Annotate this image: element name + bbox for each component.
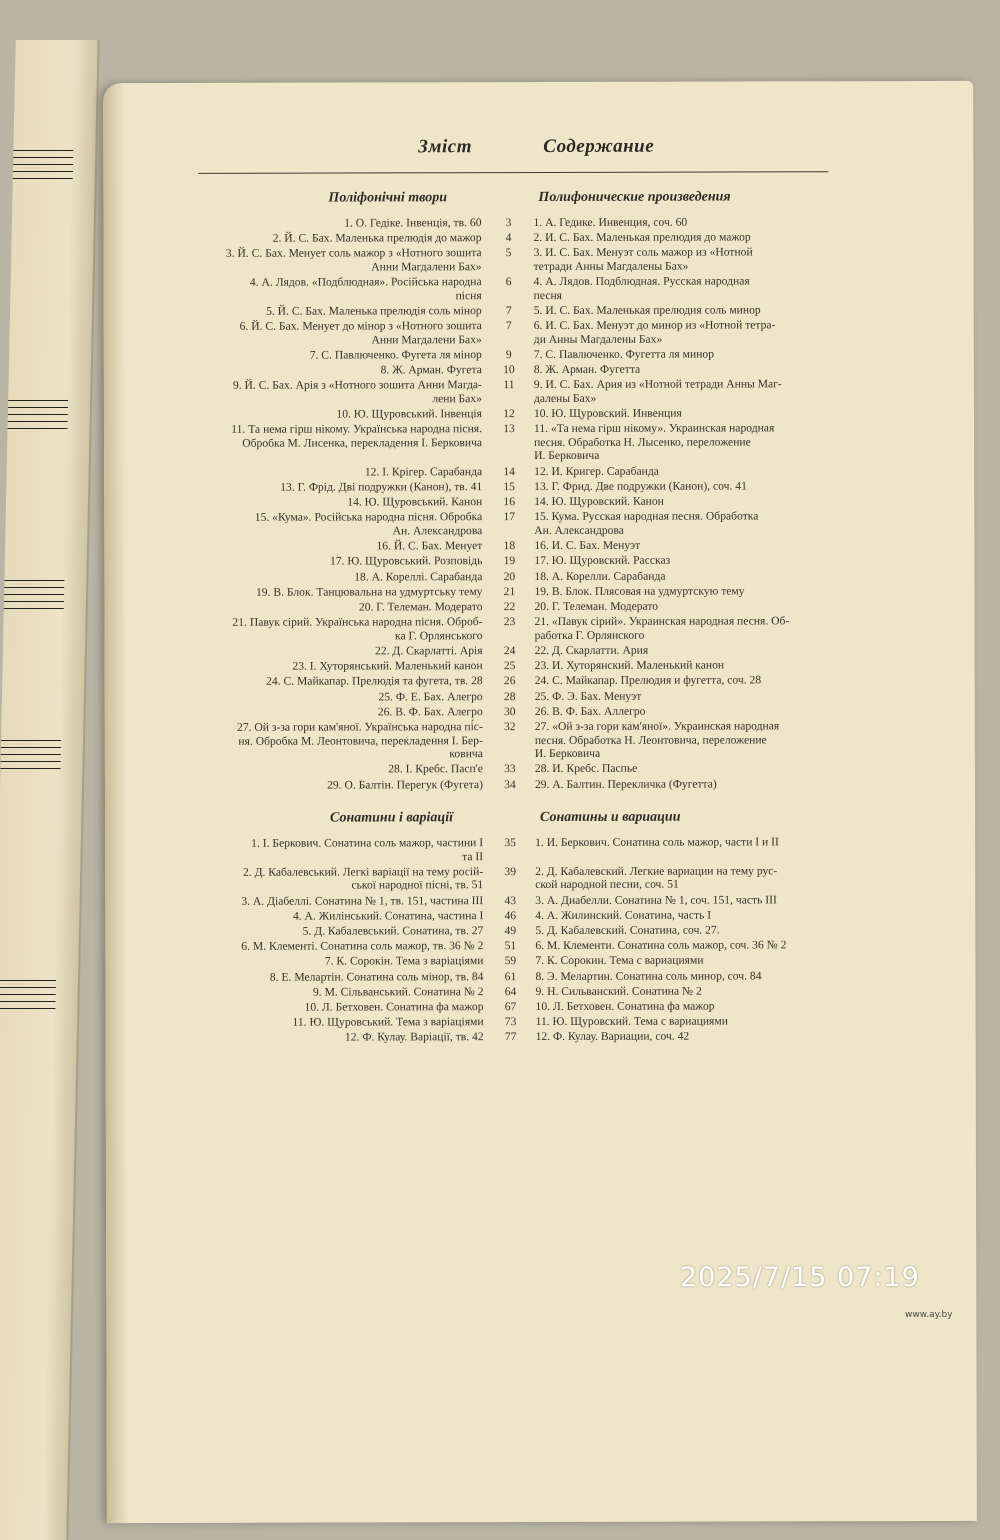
- section-title-russian: Полифонические произведения: [538, 189, 731, 206]
- entry-ukrainian-line: 14. Ю. Щуровський. Канон: [347, 495, 483, 509]
- entry-ukrainian-line: Анни Магдалени Бах»: [371, 332, 482, 347]
- entry-russian-line: 3. И. С. Бах. Менуэт соль мажор из «Нотной: [533, 245, 753, 260]
- toc-entry: [105, 968, 975, 984]
- entry-russian: [535, 777, 880, 791]
- entry-ukrainian-line: 2. Й. С. Бах. Маленька прелюдія до мажор: [272, 231, 482, 245]
- page-number: 35: [504, 836, 516, 850]
- toc-entry: [105, 984, 975, 999]
- entry-ukrainian-line: 7. С. Павлюченко. Фугета ля мінор: [309, 348, 482, 362]
- section-title-russian: Сонатины и вариации: [540, 809, 681, 825]
- toc-entry: [105, 643, 975, 658]
- entry-ukrainian: [123, 690, 483, 704]
- page-number: 77: [504, 1030, 517, 1044]
- entry-ukrainian: [123, 894, 483, 908]
- entry-ukrainian-line: ської народної пісні, тв. 51: [351, 878, 484, 892]
- entry-russian-line: 27. «Ой з-за гори кам'яної». Украинская народная: [534, 719, 780, 734]
- page-number: 17: [503, 510, 516, 524]
- entry-ukrainian: [123, 659, 483, 673]
- toc-entry: [105, 953, 975, 968]
- toc-entry: [104, 421, 974, 463]
- toc-entry: [104, 568, 974, 584]
- entry-russian-line: песня. Обработка Н. Лысенко, переложение: [534, 435, 751, 449]
- page-number: 34: [504, 777, 516, 791]
- page-number: 7: [505, 319, 512, 333]
- entry-ukrainian: [122, 480, 482, 494]
- toc-entry: [104, 274, 974, 302]
- entry-russian-line: 7. К. Сорокин. Тема с вариациями: [535, 953, 704, 968]
- entry-ukrainian: [122, 275, 482, 303]
- entry-russian: [534, 347, 879, 361]
- entry-russian: [534, 246, 879, 274]
- entry-ukrainian: [123, 924, 483, 938]
- entry-ukrainian-line: 15. «Кума». Російська народна пісня. Обробка: [254, 510, 483, 525]
- entry-ukrainian-line: 4. А. Лядов. «Подблюдная». Російська народна: [249, 275, 482, 289]
- page-number: 4: [505, 231, 512, 245]
- page-number: 73: [504, 1015, 517, 1029]
- entry-ukrainian: [121, 216, 481, 230]
- page-number: 46: [504, 908, 517, 922]
- entry-ukrainian-line: 3. А. Діабеллі. Сонатина № 1, тв. 151, частина ІІІ: [241, 893, 484, 908]
- entry-russian: [535, 864, 880, 892]
- entry-russian: [535, 984, 880, 998]
- entry-russian: [534, 318, 879, 346]
- title-russian: Содержание: [543, 135, 655, 157]
- entry-russian: [534, 406, 879, 420]
- toc-entry: [105, 776, 975, 792]
- adjacent-page: [0, 40, 100, 1540]
- entry-russian: [535, 704, 880, 718]
- page-number: 19: [503, 554, 516, 568]
- entry-russian-line: 21. «Павук сірий». Украинская народная песня. Об-: [534, 614, 790, 629]
- entry-russian-line: 4. А. Жилинский. Сонатина, часть I: [535, 908, 712, 922]
- entry-ukrainian-line: 11. Та нема гірш нікому. Українська народна пісня.: [231, 422, 483, 437]
- music-staff: [0, 980, 56, 1015]
- toc-entry: [104, 464, 974, 479]
- entry-ukrainian-line: 8. Е. Мелартін. Сонатина соль мінор, тв. 84: [269, 969, 484, 984]
- toc-entry: [105, 688, 975, 704]
- entry-russian-line: работка Г. Орлянского: [534, 628, 645, 642]
- entry-russian: [536, 1029, 881, 1043]
- entry-ukrainian: [122, 379, 482, 407]
- entry-ukrainian: [123, 720, 483, 761]
- entry-ukrainian: [123, 970, 483, 984]
- page-number: 67: [504, 1000, 517, 1014]
- entry-ukrainian-line: ня. Обробка М. Леонтовича, перекладення І. Бер-: [238, 733, 483, 748]
- entry-ukrainian: [122, 511, 482, 539]
- entry-ukrainian: [123, 705, 483, 719]
- entry-russian-line: 22. Д. Скарлатти. Ария: [534, 643, 649, 658]
- entry-ukrainian-line: 26. В. Ф. Бах. Алегро: [377, 704, 483, 719]
- entry-russian: [535, 643, 880, 657]
- entry-ukrainian: [122, 407, 482, 421]
- entry-ukrainian-line: 11. Ю. Щуровський. Тема з варіаціями: [292, 1015, 484, 1029]
- entry-ukrainian: [123, 615, 483, 643]
- entry-russian-line: 18. А. Корелли. Сарабанда: [534, 569, 666, 583]
- entry-russian-line: ской народной песни, соч. 51: [535, 877, 679, 892]
- toc-entry: [105, 614, 975, 643]
- entry-ukrainian: [122, 555, 482, 569]
- toc-entry: [104, 479, 974, 494]
- entry-ukrainian-line: 21. Павук сірий. Українська народна пісня. Оброб-: [232, 615, 483, 629]
- entry-ukrainian-line: 1. О. Гедіке. Інвенція, тв. 60: [344, 216, 482, 230]
- entry-ukrainian: [123, 836, 483, 864]
- entry-russian-line: 20. Г. Телеман. Модерато: [534, 599, 659, 614]
- entry-ukrainian-line: та ІІ: [462, 849, 484, 863]
- toc-entry: [106, 1014, 976, 1029]
- entry-ukrainian: [122, 423, 482, 451]
- entry-russian: [535, 614, 880, 642]
- entry-russian: [534, 510, 879, 538]
- entry-russian: [535, 954, 880, 968]
- entry-russian-line: 6. И. С. Бах. Менуэт до минор из «Нотной тетра-: [533, 318, 776, 333]
- entry-russian-line: 28. И. Кребс. Паспье: [534, 762, 638, 776]
- entry-russian-line: 1. И. Беркович. Сонатина соль мажор, части I и II: [535, 835, 779, 850]
- entry-russian: [534, 378, 879, 406]
- section-title-ukrainian: Поліфонічні твори: [328, 190, 447, 206]
- music-staff: [13, 150, 74, 185]
- page-number: 39: [504, 864, 516, 878]
- entry-ukrainian: [124, 1000, 484, 1014]
- entry-russian-line: 29. А. Балтин. Перекличка (Фугетта): [534, 777, 717, 791]
- entry-russian-line: И. Берковича: [534, 746, 601, 761]
- entry-ukrainian-line: 17. Ю. Щуровський. Розповідь: [329, 554, 483, 568]
- entry-ukrainian-line: 22. Д. Скарлатті. Арія: [374, 644, 483, 658]
- entry-ukrainian: [123, 778, 483, 792]
- toc-entry: [104, 362, 974, 377]
- toc-entry: [105, 864, 975, 892]
- entry-ukrainian-line: 1. І. Беркович. Сонатина соль мажор, частини І: [251, 836, 484, 850]
- entry-ukrainian-line: 6. Й. С. Бах. Менует до мінор з «Нотного зошита: [239, 319, 482, 333]
- page-number: 12: [503, 407, 515, 421]
- entry-russian: [533, 215, 878, 229]
- toc-entry: [106, 1029, 976, 1044]
- page-number: 5: [505, 246, 512, 260]
- toc-entry: [103, 215, 973, 230]
- entry-ukrainian-line: 2. Д. Кабалевський. Легкі варіації на тему росій-: [242, 864, 484, 879]
- entry-ukrainian: [122, 348, 482, 362]
- entry-russian: [534, 599, 879, 613]
- entry-russian: [536, 999, 881, 1013]
- entry-ukrainian-line: ка Г. Орлянського: [394, 628, 483, 643]
- entry-ukrainian: [124, 1015, 484, 1029]
- page-number: 18: [503, 539, 516, 553]
- page-number: 21: [503, 584, 516, 598]
- page-number: 13: [503, 422, 515, 436]
- entry-russian-line: тетради Анны Магдалены Бах»: [533, 259, 689, 273]
- entry-ukrainian-line: 5. Д. Кабалевський. Сонатина, тв. 27: [302, 924, 484, 938]
- toc-entry: [104, 584, 974, 599]
- entry-russian: [535, 719, 880, 760]
- entry-russian-line: песня. Обработка Н. Леонтовича, переложение: [534, 732, 767, 747]
- entry-ukrainian: [122, 247, 482, 275]
- entry-russian: [535, 835, 880, 849]
- entry-ukrainian-line: Анни Магдалени Бах»: [371, 260, 482, 274]
- entry-ukrainian-line: 8. Ж. Арман. Фугета: [380, 363, 482, 377]
- entry-russian-line: 16. И. С. Бах. Менуэт: [534, 538, 641, 553]
- music-staff: [0, 740, 61, 775]
- toc-entry: [104, 599, 974, 614]
- toc-entry: [104, 318, 974, 347]
- entry-ukrainian-line: 25. Ф. Е. Бах. Алегро: [378, 689, 483, 704]
- toc-entry: [105, 892, 975, 908]
- entry-russian-line: 15. Кума. Русская народная песня. Обработка: [534, 509, 759, 524]
- entry-russian-line: далены Бах»: [533, 391, 597, 405]
- page-number: 3: [505, 216, 512, 230]
- title-ukrainian: Зміст: [418, 136, 472, 158]
- entry-russian: [534, 464, 879, 478]
- entry-ukrainian-line: 23. І. Хуторянський. Маленький канон: [292, 659, 483, 673]
- entry-russian-line: 24. С. Майкапар. Прелюдия и фугетта, соч. 28: [534, 673, 762, 688]
- entry-russian-line: 14. Ю. Щуровский. Канон: [534, 494, 664, 509]
- entry-ukrainian-line: 4. А. Жилінський. Сонатина, частина І: [292, 908, 484, 923]
- entry-russian: [534, 554, 879, 568]
- entry-russian-line: 3. А. Диабелли. Сонатина № 1, соч. 151, часть III: [535, 892, 777, 907]
- entry-ukrainian-line: 24. С. Майкапар. Прелюдія та фугета, тв. 28: [266, 674, 483, 689]
- toc-entry: [104, 303, 974, 318]
- entry-ukrainian-line: 9. М. Сільванський. Сонатина № 2: [312, 984, 484, 999]
- entry-ukrainian-line: 6. М. Клементі. Сонатина соль мажор, тв. 36 № 2: [241, 939, 484, 953]
- section-title-ukrainian: Сонатини і варіації: [330, 810, 454, 826]
- entry-ukrainian-line: 5. Й. С. Бах. Маленька прелюдія соль мінор: [266, 304, 482, 318]
- entry-russian-line: 11. Ю. Щуровский. Тема с вариациями: [535, 1014, 728, 1029]
- toc-entry: [105, 908, 975, 923]
- entry-ukrainian-line: Ан. Александрова: [392, 524, 483, 538]
- entry-russian: [534, 303, 879, 317]
- entry-russian: [535, 658, 880, 672]
- page-number: 32: [503, 720, 516, 734]
- entry-ukrainian-line: ковича: [449, 747, 483, 761]
- page-header: [103, 135, 973, 167]
- entry-russian-line: 2. И. С. Бах. Маленькая прелюдия до мажор: [533, 230, 751, 245]
- entry-ukrainian-line: 9. Й. С. Бах. Арія з «Нотного зошита Анни Магда-: [232, 378, 482, 393]
- entry-russian: [534, 422, 879, 463]
- entry-russian-line: 5. Д. Кабалевский. Сонатина, соч. 27.: [535, 923, 720, 938]
- entry-russian-line: 10. Л. Бетховен. Сонатина фа мажор: [535, 999, 715, 1014]
- entry-russian-line: 7. С. Павлюченко. Фугетта ля минор: [533, 347, 715, 362]
- entry-russian: [534, 362, 879, 376]
- entry-ukrainian: [123, 675, 483, 689]
- page-number: 6: [505, 275, 512, 289]
- page-number: 16: [503, 495, 516, 509]
- entry-ukrainian-line: 27. Ой з-за гори кам'яної. Українська народна пі́с-: [236, 720, 483, 734]
- entry-ukrainian: [123, 644, 483, 658]
- entry-russian-line: 23. И. Хуторянский. Маленький канон: [534, 658, 725, 673]
- entry-ukrainian-line: 19. В. Блок. Танцювальна на удмуртську тему: [255, 584, 483, 599]
- page-number: 28: [503, 689, 516, 703]
- entry-ukrainian: [122, 585, 482, 599]
- page-number: 15: [503, 480, 515, 494]
- entry-russian-line: 26. В. Ф. Бах. Аллегро: [534, 704, 646, 718]
- entry-russian-line: 25. Ф. Э. Бах. Менуэт: [534, 689, 642, 703]
- toc-entry: [105, 761, 975, 776]
- entry-russian: [534, 538, 879, 552]
- page-number: 51: [504, 939, 517, 953]
- entry-russian-line: 17. Ю. Щуровский. Рассказ: [534, 554, 671, 568]
- page-number: 26: [503, 674, 516, 688]
- entry-russian-line: 6. М. Клементи. Сонатина соль мажор, соч. 36 № 2: [535, 938, 787, 953]
- entry-russian: [535, 969, 880, 983]
- toc-entry: [105, 704, 975, 719]
- entry-ukrainian-line: 28. І. Кребс. Пасп'е: [388, 762, 483, 776]
- toc-entry: [105, 923, 975, 938]
- entry-russian-line: 9. Н. Сильванский. Сонатина № 2: [535, 984, 702, 998]
- entry-ukrainian-line: 3. Й. С. Бах. Менует соль мажор з «Нотного зошита: [225, 246, 482, 261]
- page-number: 64: [504, 984, 517, 998]
- entry-russian: [535, 923, 880, 937]
- toc-entry: [104, 230, 974, 245]
- music-staff: [4, 580, 65, 615]
- entry-ukrainian: [123, 939, 483, 953]
- entry-ukrainian-line: 29. О. Балтін. Перегук (Фугета): [327, 777, 483, 792]
- entry-russian-line: 5. И. С. Бах. Маленькая прелюдия соль минор: [533, 303, 761, 318]
- page-number: 7: [505, 304, 512, 318]
- entry-ukrainian-line: 16. Й. С. Бах. Менует: [376, 539, 483, 553]
- entry-russian: [534, 274, 879, 302]
- entry-ukrainian: [122, 570, 482, 584]
- entry-russian: [534, 584, 879, 598]
- toc-entry: [105, 658, 975, 673]
- entry-russian-line: 13. Г. Фрид. Две подружки (Канон), соч. 41: [534, 479, 747, 494]
- entry-russian: [535, 908, 880, 922]
- entry-ukrainian-line: 13. Г. Фрід. Дві подружки (Канон), тв. 41: [280, 480, 483, 494]
- entry-russian-line: 8. Э. Мелартин. Сонатина соль минор, соч. 84: [535, 969, 762, 983]
- header-divider: [198, 171, 828, 174]
- page-number: 33: [504, 762, 516, 776]
- entry-russian: [535, 893, 880, 907]
- toc-entry: [104, 347, 974, 362]
- music-staff: [7, 400, 68, 435]
- entry-russian-line: 11. «Та нема гірш нікому». Украинская народная: [534, 421, 775, 436]
- page-number: 20: [503, 569, 516, 583]
- page-number: 25: [503, 659, 516, 673]
- page-number: 22: [503, 600, 516, 614]
- entry-russian-line: И. Берковича: [534, 449, 600, 463]
- entry-ukrainian-line: 10. Л. Бетховен. Сонатина фа мажор: [304, 1000, 484, 1014]
- entry-russian: [534, 494, 879, 508]
- entry-ukrainian-line: 20. Г. Телеман. Модерато: [358, 600, 483, 614]
- entry-ukrainian: [122, 600, 482, 614]
- toc-entry: [105, 719, 975, 761]
- toc-entry: [105, 938, 975, 953]
- page-number: 49: [504, 924, 517, 938]
- entry-ukrainian-line: 10. Ю. Щуровський. Інвенція: [336, 407, 483, 421]
- entry-russian-line: 1. А. Гедике. Инвенция, соч. 60: [533, 215, 688, 230]
- entry-russian-line: 2. Д. Кабалевский. Легкие вариации на тему рус-: [535, 864, 778, 878]
- entry-ukrainian-line: Обробка М. Лисенка, перекладення І. Берковича: [242, 436, 483, 450]
- entry-ukrainian-line: 7. К. Сорокін. Тема з варіаціями: [324, 954, 484, 968]
- page-number: 10: [503, 363, 515, 377]
- entry-ukrainian: [123, 985, 483, 999]
- entry-russian-line: ди Анны Магдалены Бах»: [533, 332, 663, 346]
- entry-ukrainian: [122, 465, 482, 479]
- toc-entry: [106, 999, 976, 1014]
- entry-russian-line: 12. И. Кригер. Сарабанда: [534, 464, 659, 478]
- toc-entry: [105, 673, 975, 689]
- page-number: 23: [503, 615, 516, 629]
- photo-timestamp: 2025/7/15 07:19: [680, 1262, 920, 1293]
- entry-ukrainian: [122, 231, 482, 245]
- page-number: 9: [505, 348, 512, 362]
- entry-russian: [536, 1014, 881, 1028]
- entry-russian: [535, 674, 880, 688]
- entry-russian-line: песня: [533, 288, 563, 302]
- entry-ukrainian: [122, 363, 482, 377]
- entry-russian: [534, 569, 879, 583]
- entry-russian: [535, 689, 880, 703]
- entry-ukrainian-line: пісня: [455, 288, 482, 302]
- page-number: 59: [504, 954, 517, 968]
- entry-russian-line: 12. Ф. Кулау. Вариации, соч. 42: [535, 1030, 690, 1044]
- entry-ukrainian: [124, 1031, 484, 1045]
- page-number: 11: [503, 378, 515, 392]
- entry-ukrainian: [122, 495, 482, 509]
- entry-ukrainian-line: 12. Ф. Кулау. Варіації, тв. 42: [344, 1030, 484, 1044]
- page-number: 43: [504, 893, 517, 907]
- entry-russian-line: 8. Ж. Арман. Фугетта: [533, 362, 641, 377]
- toc-entry: [104, 245, 974, 274]
- entry-russian: [534, 479, 879, 493]
- entry-ukrainian: [123, 865, 483, 893]
- entry-ukrainian: [123, 955, 483, 969]
- watermark: www.ay.by: [905, 1310, 953, 1320]
- entry-russian-line: Ан. Александрова: [534, 523, 624, 537]
- entry-russian-line: 4. А. Лядов. Подблюдная. Русская народная: [533, 274, 750, 289]
- contents-page: [103, 81, 977, 1523]
- page-number: 14: [503, 464, 515, 478]
- entry-russian: [534, 230, 879, 244]
- entry-russian: [535, 938, 880, 952]
- entry-russian: [535, 762, 880, 776]
- toc-entry: [104, 509, 974, 538]
- page-number: 30: [503, 704, 516, 718]
- entry-ukrainian: [123, 763, 483, 777]
- entry-ukrainian: [122, 319, 482, 347]
- toc-entry: [104, 553, 974, 568]
- entry-ukrainian: [122, 304, 482, 318]
- toc-entry: [104, 538, 974, 553]
- toc-entry: [104, 377, 974, 406]
- entry-ukrainian-line: 18. А. Кореллі. Сарабанда: [354, 569, 483, 584]
- toc-entry: [105, 835, 975, 863]
- toc-entry: [104, 494, 974, 509]
- toc-entry: [104, 406, 974, 421]
- page-number: 24: [503, 644, 516, 658]
- entry-russian-line: 19. В. Блок. Плясовая на удмуртскую тему: [534, 584, 745, 598]
- entry-ukrainian: [123, 909, 483, 923]
- entry-russian-line: 9. И. С. Бах. Ария из «Нотной тетради Анны Маг-: [533, 377, 782, 392]
- entry-ukrainian-line: лени Бах»: [432, 392, 482, 406]
- entry-ukrainian: [122, 539, 482, 553]
- entry-ukrainian-line: 12. І. Крігер. Сарабанда: [364, 464, 483, 479]
- entry-russian-line: 10. Ю. Щуровский. Инвенция: [533, 406, 682, 421]
- page-number: 61: [504, 969, 517, 983]
